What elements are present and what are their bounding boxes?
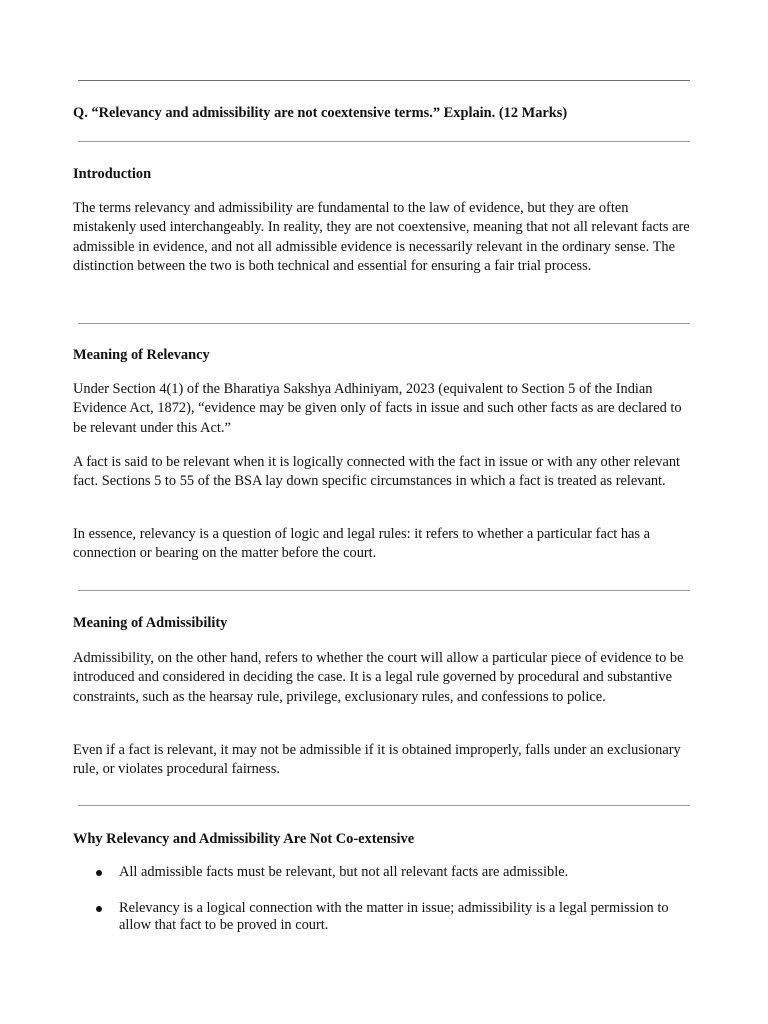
section-heading-relevancy: Meaning of Relevancy — [73, 347, 210, 363]
bullet-icon — [96, 870, 102, 876]
relevancy-paragraph-1 — [73, 380, 695, 438]
list-item — [73, 864, 673, 881]
divider — [78, 141, 690, 142]
list-item-text: Relevancy is a logical connection with the matter in issue; admissibility is a legal permission to allow that fact to be proved in court. — [119, 900, 669, 933]
section-heading-not-coextensive: Why Relevancy and Admissibility Are Not Co-extensive — [73, 831, 415, 847]
comparison-bullet-list — [73, 864, 673, 934]
introduction-paragraph — [73, 199, 695, 277]
divider — [78, 590, 690, 591]
divider — [78, 805, 690, 806]
section-heading-admissibility: Meaning of Admissibility — [73, 615, 228, 631]
admissibility-paragraph-2 — [73, 741, 695, 780]
paragraph: Under Section 4(1) of the Bharatiya Sakshya Adhiniyam, 2023 (equivalent to Section 5 of the Indian Evidence Act, 1872), “evidence may be given only of facts in issue and such other facts as are declared to be relevant under this Act.” — [73, 381, 682, 436]
relevancy-paragraph-2 — [73, 453, 695, 492]
paragraph: A fact is said to be relevant when it is logically connected with the fact in issue or with any other relevant fact. Sections 5 to 55 of the BSA lay down specific circumstances in which a fact is treated as relevant. — [73, 454, 681, 490]
divider — [78, 323, 690, 324]
relevancy-paragraph-3 — [73, 525, 695, 564]
section-heading-introduction: Introduction — [73, 166, 152, 182]
paragraph: In essence, relevancy is a question of logic and legal rules: it refers to whether a particular fact has a connection or bearing on the matter before the court. — [73, 526, 650, 562]
paragraph: Admissibility, on the other hand, refers to whether the court will allow a particular piece of evidence to be introduced and considered in deciding the case. It is a legal rule governed by procedural and substantive constraints, such as the hearsay rule, privilege, exclusionary rules, and confessions to police. — [73, 650, 684, 705]
paragraph: The terms relevancy and admissibility are fundamental to the law of evidence, but they are often mistakenly used interchangeably. In reality, they are not coextensive, meaning that not all relevant facts are admissible in evidence, and not all admissible evidence is necessarily relevant in the ordinary sense. The distinction between the two is both technical and essential for ensuring a fair trial process. — [73, 200, 690, 275]
top-divider — [78, 80, 690, 81]
paragraph: Even if a fact is relevant, it may not be admissible if it is obtained improperly, falls under an exclusionary rule, or violates procedural fairness. — [73, 742, 681, 778]
question-title: Q. “Relevancy and admissibility are not coextensive terms.” Explain. (12 Marks) — [73, 105, 568, 121]
list-item-text: All admissible facts must be relevant, but not all relevant facts are admissible. — [119, 864, 569, 880]
list-item — [73, 900, 673, 934]
admissibility-paragraph-1 — [73, 649, 695, 707]
bullet-icon — [96, 906, 102, 912]
